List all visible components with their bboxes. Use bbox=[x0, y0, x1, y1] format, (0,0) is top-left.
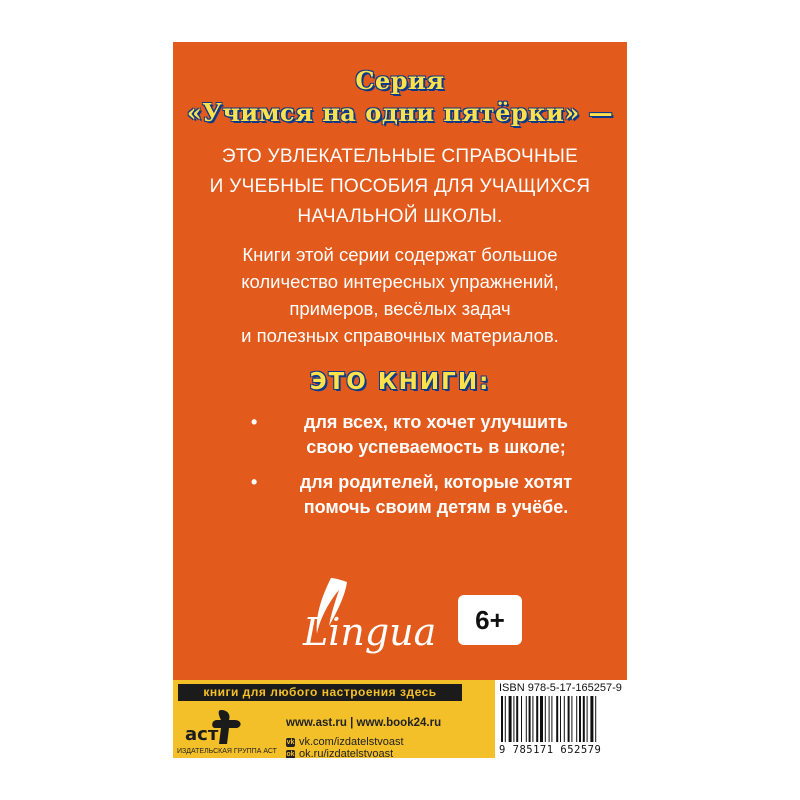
barcode-bar bbox=[551, 696, 552, 742]
audience-item-line-1: для родителей, которые хотят bbox=[299, 472, 573, 492]
barcode-bar bbox=[587, 696, 588, 742]
isbn-block bbox=[495, 680, 627, 758]
barcode-bar bbox=[501, 696, 503, 742]
lingua-logo: Lingua bbox=[303, 610, 437, 654]
barcode-bar bbox=[560, 696, 561, 742]
barcode-bar bbox=[590, 696, 593, 742]
bullet-icon: • bbox=[251, 412, 258, 432]
barcode-bar bbox=[513, 696, 514, 742]
barcode-bar bbox=[529, 696, 531, 742]
audience-item-line-2: помочь своим детям в учёбе. bbox=[303, 497, 569, 517]
barcode-bar bbox=[556, 696, 558, 742]
description-line-1: Книги этой серии содержат большое bbox=[242, 244, 558, 265]
footer-band bbox=[173, 680, 627, 758]
barcode-digits: 9 785171 652579 bbox=[499, 744, 602, 756]
barcode-bar bbox=[536, 696, 538, 742]
bullet-icon: • bbox=[251, 472, 258, 492]
audience-item-line-1: для всех, кто хочет улучшить bbox=[304, 412, 568, 432]
audience-item-line-2: свою успеваемость в школе; bbox=[306, 437, 566, 457]
barcode-bar bbox=[532, 696, 533, 742]
barcode-bar bbox=[549, 696, 550, 742]
ast-logo-text: аст bbox=[185, 724, 219, 745]
series-label: Серия bbox=[355, 66, 445, 95]
isbn-number: ISBN 978-5-17-165257-9 bbox=[499, 682, 622, 694]
description-line-2: количество интересных упражнений, bbox=[241, 271, 559, 292]
barcode-bar bbox=[540, 696, 543, 742]
barcode-bar bbox=[583, 696, 585, 742]
ok-icon: ok bbox=[286, 750, 295, 758]
series-title: «Учимся на одни пятёрки» — bbox=[186, 98, 614, 127]
cover-main-panel bbox=[173, 42, 627, 680]
barcode-bar bbox=[595, 696, 596, 742]
barcode-bar bbox=[571, 696, 572, 742]
vk-icon: vk bbox=[286, 738, 295, 746]
website-links: www.ast.ru | www.book24.ru bbox=[286, 717, 442, 729]
barcode-bar bbox=[516, 696, 518, 742]
vk-link bbox=[286, 736, 404, 748]
ast-logo-caption: ИЗДАТЕЛЬСКАЯ ГРУППА АСТ bbox=[177, 748, 277, 755]
ok-link-text: ok.ru/izdatelstvoast bbox=[299, 748, 394, 758]
ok-link bbox=[286, 748, 393, 758]
barcode-bar bbox=[545, 696, 546, 742]
description-line-4: и полезных справочных материалов. bbox=[241, 325, 559, 346]
barcode-bar bbox=[521, 696, 522, 742]
barcode-bar bbox=[576, 696, 577, 742]
tagline-banner: книги для любого настроения здесь bbox=[178, 684, 462, 701]
barcode-bar bbox=[505, 696, 506, 742]
age-rating-badge: 6+ bbox=[458, 595, 522, 645]
intro-line-2: И УЧЕБНЫЕ ПОСОБИЯ ДЛЯ УЧАЩИХСЯ bbox=[209, 176, 591, 197]
barcode-bar bbox=[579, 696, 581, 742]
barcode-icon bbox=[499, 696, 623, 742]
audience-heading: ЭТО КНИГИ: bbox=[309, 369, 491, 395]
description-line-3: примеров, весёлых задач bbox=[289, 298, 511, 319]
book-back-cover bbox=[173, 42, 627, 758]
barcode-bar bbox=[568, 696, 570, 742]
barcode-bar bbox=[564, 696, 565, 742]
barcode-bar bbox=[509, 696, 512, 742]
vk-link-text: vk.com/izdatelstvoast bbox=[299, 736, 404, 748]
barcode-bar bbox=[526, 696, 527, 742]
intro-line-1: ЭТО УВЛЕКАТЕЛЬНЫЕ СПРАВОЧНЫЕ bbox=[221, 146, 579, 167]
intro-line-3: НАЧАЛЬНОЙ ШКОЛЫ. bbox=[297, 206, 503, 227]
